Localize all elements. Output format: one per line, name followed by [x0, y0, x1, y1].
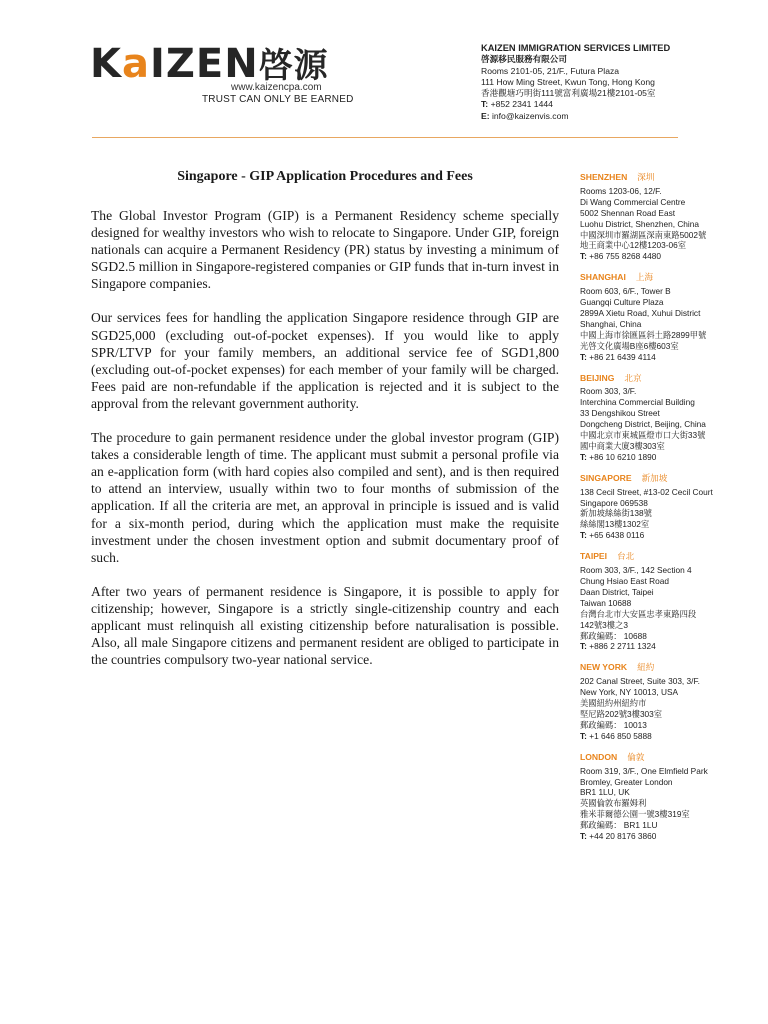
office-phone: [580, 831, 730, 842]
office-city-cn: 北京: [624, 372, 642, 383]
office-address-line: 2899A Xietu Road, Xuhui District: [580, 307, 701, 318]
office-address-line: 郵政編碼： 10688: [580, 630, 647, 641]
office-phone: [580, 452, 730, 463]
company-name-cn: 啓源移民服務有限公司: [481, 54, 567, 65]
office-address-line: New York, NY 10013, USA: [580, 687, 679, 698]
office-address-line: 美國紐約州紐約市: [580, 698, 647, 709]
company-phone: [481, 99, 721, 110]
phone-number: +886 2 2711 1324: [589, 641, 656, 652]
office-address-line: 202 Canal Street, Suite 303, 3/F.: [580, 676, 700, 687]
logo-letters-izen: IZEN: [150, 41, 259, 87]
document-body: [91, 168, 559, 685]
office-address-line: 中國北京市東城區燈市口大街33號: [580, 430, 706, 441]
office-address-line: 英國倫敦布羅姆利: [580, 798, 647, 809]
office-phone: [580, 731, 730, 742]
office-address-line: 中國上海市徐匯區斜土路2899甲號: [580, 329, 707, 340]
office-address-line: 5002 Shennan Road East: [580, 207, 676, 218]
office-city-cn: 新加坡: [641, 472, 668, 483]
office-address-line: Room 319, 3/F., One Elmfield Park: [580, 765, 708, 776]
office-city-heading: [580, 551, 730, 562]
office-singapore: [580, 473, 730, 541]
office-city: BEIJING: [580, 372, 615, 383]
office-list: [580, 172, 730, 852]
phone-number: +86 10 6210 1890: [589, 451, 657, 462]
logo-website: www.kaizencpa.com: [231, 82, 322, 93]
office-phone: [580, 352, 730, 363]
office-phone: [580, 641, 730, 652]
paragraph-procedure: The procedure to gain permanent residence under the global investor program (GIP) takes a considerable length of time. The applicant must submit a personal profile via an e-application form (with hard copies also compiled and sent), and is then required to attend an interview, usually within two to four months of submission of the application. If all the criteria are met, an approval in principle is issued and is valid for a six-month period, during which the application must make the requisite investment under the chosen investment option and submit documentary proof of such.: [91, 430, 559, 565]
phone-label: T:: [580, 730, 587, 741]
office-address-line: 台灣台北市大安區忠孝東路四段: [580, 608, 697, 619]
company-address-line: 111 How Ming Street, Kwun Tong, Hong Kong: [481, 76, 655, 87]
logo-letter-a: a: [122, 41, 150, 87]
office-beijing: [580, 373, 730, 463]
logo-tagline: TRUST CAN ONLY BE EARNED: [202, 94, 354, 105]
phone-label: T:: [580, 451, 587, 462]
document-title: Singapore - GIP Application Procedures and Fees: [177, 169, 473, 184]
office-address-line: Dongcheng District, Beijing, China: [580, 419, 706, 430]
phone-number: +44 20 8176 3860: [589, 831, 657, 842]
office-address-line: 絲絲閣13樓1302室: [580, 519, 650, 530]
office-address-line: 郵政編碼： 10013: [580, 719, 647, 730]
office-city-cn: 倫敦: [627, 751, 645, 762]
office-shenzhen: [580, 172, 730, 262]
phone-label: T:: [580, 530, 587, 541]
paragraph-service-fees: Our services fees for handling the application Singapore residence through GIP are SGD25,000 (excluding out-of-pocket expenses). If you would like to apply SPR/LTVP for your family members, an additional service fee of SGD1,800 (excluding out-of-pocket expenses) for each member of your family will be charged. Fees paid are non-refundable if the application is rejected and it is subject to the approval from the relevant government authority.: [91, 310, 559, 411]
office-city: SHENZHEN: [580, 172, 628, 182]
office-address-line: 138 Cecil Street, #13-02 Cecil Court: [580, 486, 713, 497]
office-address-line: Room 603, 6/F., Tower B: [580, 286, 671, 297]
office-address-line: 新加坡絲絲街138號: [580, 508, 652, 519]
company-address-line: 香港觀塘巧明街111號富利廣場21樓2101-05室: [481, 88, 656, 99]
kaizen-logo: [90, 41, 354, 105]
office-city-cn: 上海: [635, 272, 654, 283]
office-address-line: Taiwan 10688: [580, 597, 632, 608]
office-address-line: Luohu District, Shenzhen, China: [580, 218, 699, 229]
office-address-line: Di Wang Commercial Centre: [580, 196, 686, 207]
email-label: E:: [481, 110, 490, 121]
phone-number: +1 646 850 5888: [589, 730, 652, 741]
office-city: SINGAPORE: [580, 472, 632, 483]
paragraph-citizenship: After two years of permanent residence is Singapore, it is possible to apply for citizenship; however, Singapore is a strictly single-citizenship country and each applicant must relinquish all existing citizenship before naturalisation is possible. Also, all male Singapore citizens and permanent resident are obliged to participate in the countries compulsory two-year national service.: [91, 583, 559, 668]
office-city-cn: 深圳: [637, 172, 655, 182]
office-address-line: 中國深圳市羅湖區深南東路5002號: [580, 229, 707, 240]
logo-letter-k: K: [90, 41, 122, 87]
office-address-line: Shanghai, China: [580, 318, 642, 329]
office-city-heading: [580, 272, 730, 283]
office-address-line: BR1 1LU, UK: [580, 787, 630, 798]
office-address-line: 國中商業大廈3樓303室: [580, 440, 665, 451]
office-address-line: 光啓文化廣場B座6樓603室: [580, 340, 679, 351]
office-address-line: 33 Dengshikou Street: [580, 408, 660, 419]
office-address-line: Room 303, 3/F.: [580, 386, 637, 397]
office-address-line: 142號3樓之3: [580, 619, 628, 630]
company-address-line: Rooms 2101-05, 21/F., Futura Plaza: [481, 65, 620, 76]
phone-label: T:: [580, 831, 587, 842]
office-city-heading: [580, 172, 730, 183]
office-address-line: Chung Hsiao East Road: [580, 576, 670, 586]
office-city: NEW YORK: [580, 662, 628, 673]
office-address-line: Room 303, 3/F., 142 Section 4: [580, 565, 692, 576]
office-phone: [580, 251, 730, 262]
logo-chinese: 啓源: [258, 46, 329, 86]
office-address-line: Bromley, Greater London: [580, 776, 673, 787]
header-divider: [92, 137, 678, 138]
company-name: KAIZEN IMMIGRATION SERVICES LIMITED: [481, 43, 671, 53]
office-address-line: Guangqi Culture Plaza: [580, 297, 664, 308]
office-address-line: 郵政編碼： BR1 1LU: [580, 820, 658, 831]
office-city-cn: 台北: [617, 551, 635, 562]
office-address-line: 地王商業中心12樓1203-06室: [580, 240, 687, 251]
office-city-heading: [580, 662, 730, 673]
office-taipei: [580, 551, 730, 652]
phone-label: T:: [580, 351, 587, 362]
office-phone: [580, 530, 730, 541]
office-city-heading: [580, 752, 730, 763]
office-city: TAIPEI: [580, 551, 608, 562]
office-address-line: 雅米菲爾德公園一號3樓319室: [580, 809, 690, 820]
office-address-line: Daan District, Taipei: [580, 586, 654, 597]
company-info: [481, 43, 721, 122]
office-city: SHANGHAI: [580, 272, 626, 283]
phone-number: +86 21 6439 4114: [589, 351, 656, 362]
office-london: [580, 752, 730, 842]
office-city-heading: [580, 373, 730, 384]
office-address-line: Singapore 069538: [580, 497, 648, 508]
company-email: [481, 111, 721, 122]
phone-number: +86 755 8268 4480: [589, 251, 661, 262]
office-city: LONDON: [580, 751, 618, 762]
phone-label: T:: [580, 641, 587, 652]
paragraph-gip-intro: The Global Investor Program (GIP) is a Permanent Residency scheme specially designed for wealthy investors who wish to relocate to Singapore. Under GIP, foreign nationals can acquire a Permanent Residency (PR) status by investing a minimum of SGD2.5 million in Singapore-registered companies or GIP funds that in-turn invest in Singapore companies.: [91, 208, 559, 292]
office-shanghai: [580, 272, 730, 362]
phone-number: +65 6438 0116: [589, 530, 645, 541]
office-city-heading: [580, 473, 730, 484]
office-city-cn: 紐約: [637, 662, 655, 673]
office-address-line: Interchina Commercial Building: [580, 397, 695, 408]
office-address-line: Rooms 1203-06, 12/F.: [580, 185, 662, 196]
phone-label: T:: [580, 251, 587, 262]
office-new-york: [580, 662, 730, 741]
email-address: info@kaizenvis.com: [491, 110, 569, 121]
office-address-line: 堅尼路202號3樓303室: [580, 708, 663, 719]
phone-number: +852 2341 1444: [490, 99, 553, 110]
phone-label: T:: [481, 99, 489, 110]
